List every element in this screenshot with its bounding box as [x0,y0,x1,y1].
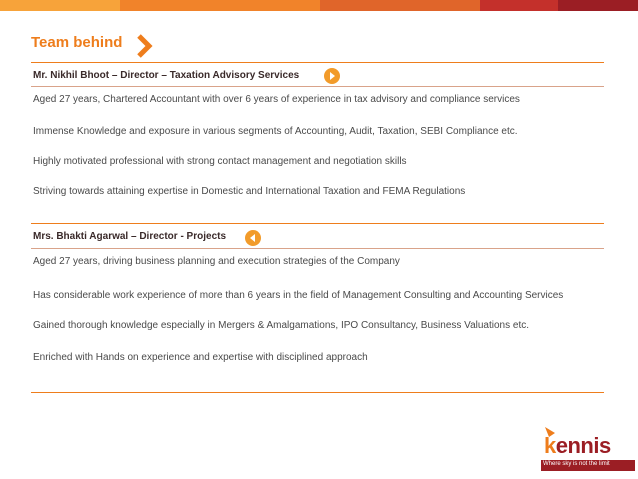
top-color-bar [0,0,638,11]
director-1-heading: Mr. Nikhil Bhoot – Director – Taxation Advisory Services [33,70,300,81]
play-right-icon [324,68,340,84]
topbar-segment [480,0,558,11]
topbar-segment [558,0,638,11]
logo-tagline: Where sky is not the limit [543,461,610,467]
page-title: Team behind [31,34,123,51]
previous-button[interactable] [245,230,261,246]
topbar-segment [0,0,120,11]
logo-wordmark-k: k [544,433,556,458]
section-divider [31,223,604,224]
section-divider [31,86,604,87]
bullet-point: Striving towards attaining expertise in Domestic and International Taxation and FEMA Regulations [33,186,466,197]
bullet-point: Aged 27 years, Chartered Accountant with over 6 years of experience in tax advisory and compliance services [33,94,520,105]
section-divider [31,392,604,393]
topbar-segment [120,0,320,11]
section-divider [31,248,604,249]
section-divider [31,62,604,63]
bullet-point: Immense Knowledge and exposure in various segments of Accounting, Audit, Taxation, SEBI Compliance etc. [33,126,518,137]
bullet-point: Aged 27 years, driving business planning and execution strategies of the Company [33,256,400,267]
bullet-point: Highly motivated professional with strong contact management and negotiation skills [33,156,407,167]
logo-wordmark [544,433,611,459]
play-left-icon [245,230,261,246]
logo-wordmark-rest: ennis [555,433,611,458]
topbar-segment [320,0,480,11]
bullet-point: Has considerable work experience of more than 6 years in the field of Management Consulting and Accounting Services [33,290,564,301]
director-2-heading: Mrs. Bhakti Agarwal – Director - Projects [33,231,227,242]
next-button[interactable] [324,68,340,84]
chevron-right-icon [135,34,157,63]
bullet-point: Gained thorough knowledge especially in Mergers & Amalgamations, IPO Consultancy, Business Valuations etc. [33,320,530,331]
bullet-point: Enriched with Hands on experience and expertise with disciplined approach [33,352,368,363]
